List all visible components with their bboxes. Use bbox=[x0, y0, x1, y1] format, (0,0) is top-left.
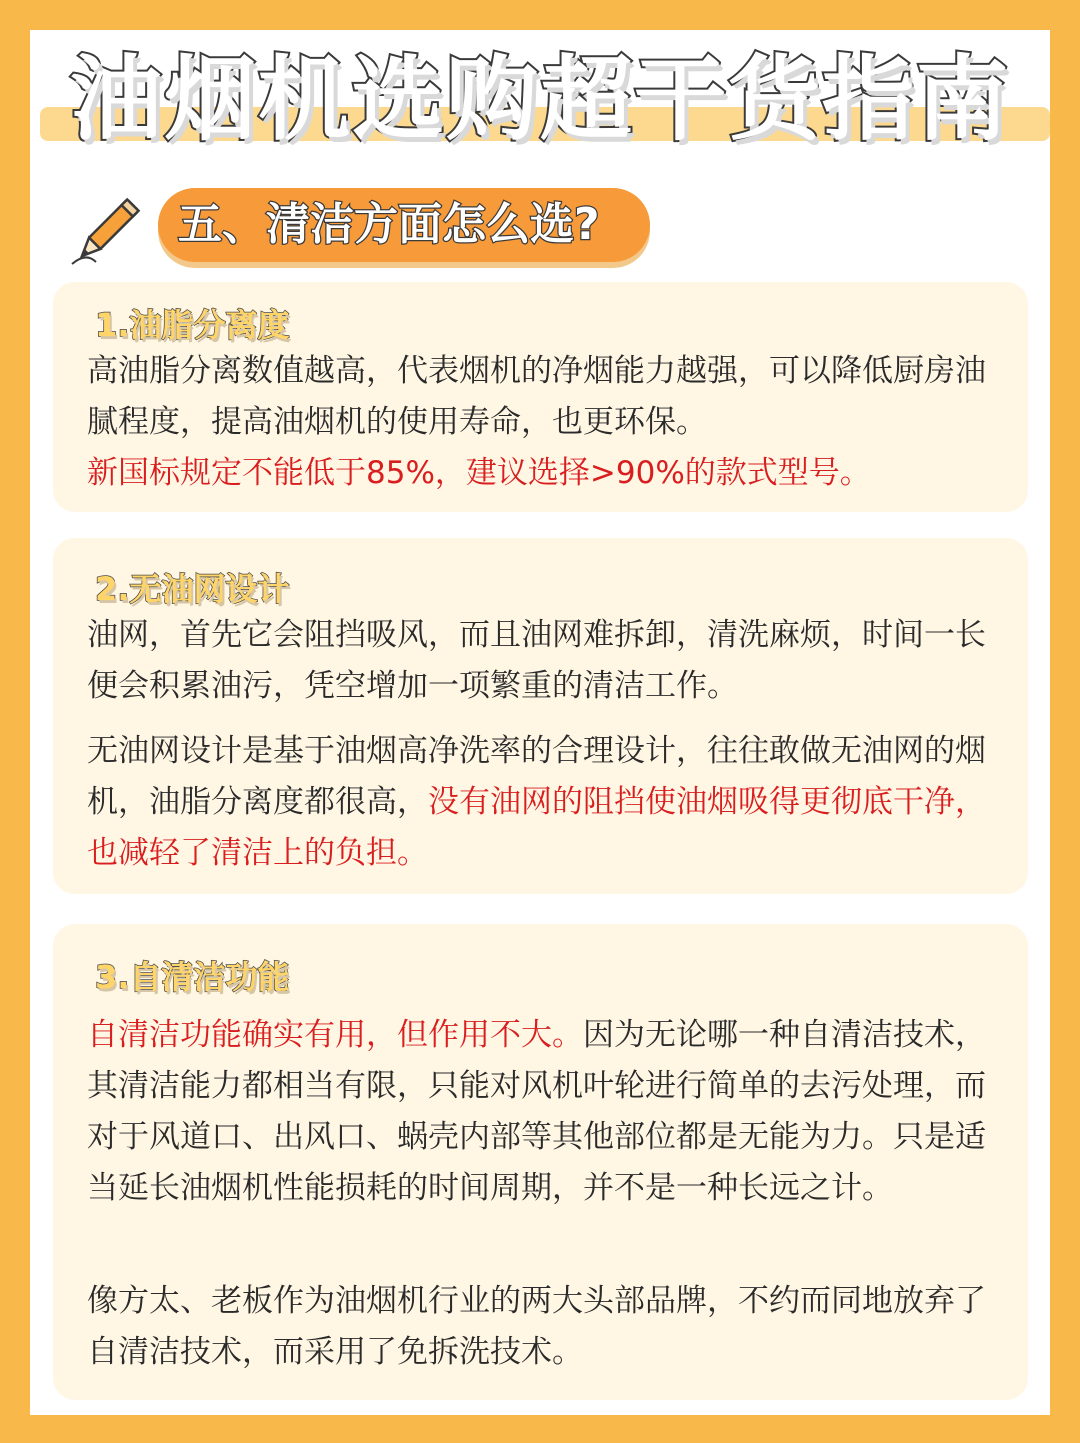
card-highlight-paragraph: 新国标规定不能低于85%，建议选择>90%的款式型号。 bbox=[87, 455, 871, 491]
paragraph-highlight-text: 没有油网的阻挡使油烟吸得更彻底干净，也减轻了清洁上的负担。 bbox=[87, 784, 986, 871]
section-title: 五、清洁方面怎么选? bbox=[178, 199, 600, 250]
section-header bbox=[158, 188, 650, 262]
paragraph-highlight-text: 自清洁功能确实有用，但作用不大。 bbox=[87, 1017, 583, 1053]
card-self-cleaning bbox=[53, 924, 1028, 1400]
card-heading: 3.自清洁功能 bbox=[95, 958, 290, 996]
card-paragraph bbox=[87, 726, 1007, 879]
title-banner bbox=[10, 45, 1070, 155]
page-title: 油烟机选购超干货指南 bbox=[69, 46, 1010, 153]
card-heading: 2.无油网设计 bbox=[95, 570, 290, 608]
card-no-oil-net bbox=[53, 538, 1028, 894]
card-paragraph: 像方太、老板作为油烟机行业的两大头部品牌，不约而同地放弃了自清洁技术，而采用了免拆洗技术。 bbox=[87, 1283, 986, 1370]
card-oil-separation bbox=[53, 282, 1028, 512]
card-paragraph bbox=[87, 1010, 1007, 1214]
paragraph-normal-text: 无油网设计是基于油烟高净洗率的合理设计，往往敢做无油网的烟机，油脂分离度都很高， bbox=[87, 733, 986, 820]
card-paragraph: 油网，首先它会阻挡吸风，而且油网难拆卸，清洗麻烦，时间一长便会积累油污，凭空增加一项繁重的清洁工作。 bbox=[87, 617, 986, 704]
card-paragraph: 高油脂分离数值越高，代表烟机的净烟能力越强，可以降低厨房油腻程度，提高油烟机的使用寿命，也更环保。 bbox=[87, 353, 986, 440]
card-heading: 1.油脂分离度 bbox=[95, 306, 290, 344]
paragraph-normal-text: 因为无论哪一种自清洁技术，其清洁能力都相当有限，只能对风机叶轮进行简单的去污处理，而对于风道口、出风口、蜗壳内部等其他部位都是无能为力。只是适当延长油烟机性能损耗的时间周期，并不是一种长远之计。 bbox=[87, 1017, 986, 1206]
pencil-icon bbox=[66, 192, 146, 272]
